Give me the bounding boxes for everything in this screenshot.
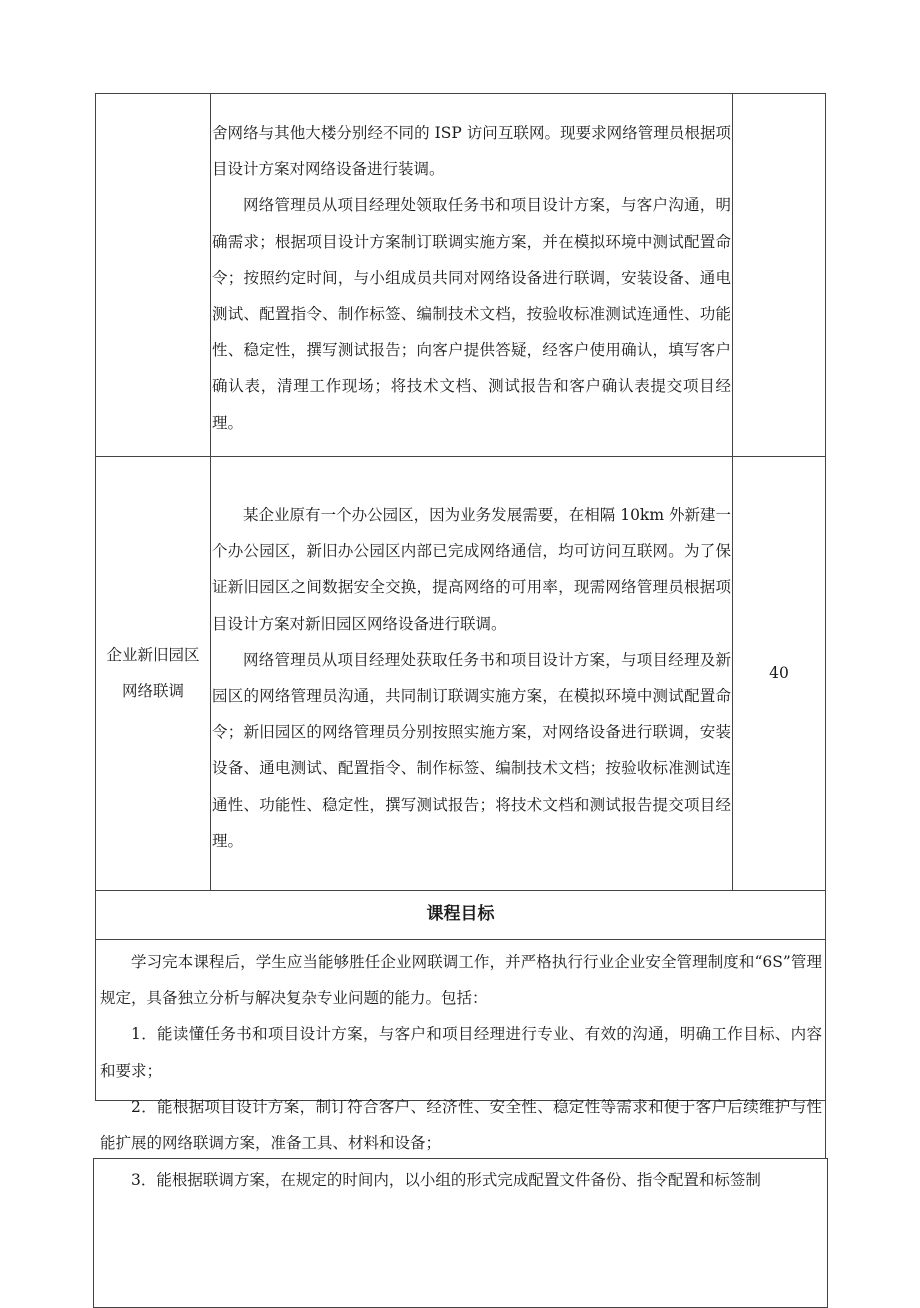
row1-description (212, 115, 731, 441)
course-goals-title: 课程目标 (426, 904, 495, 924)
course-goal-item-3: 3．能根据联调方案，在规定的时间内，以小组的形式完成配置文件备份、指令配置和标签制 (131, 1171, 761, 1189)
course-goals-body (100, 944, 822, 1161)
row2-paragraph-1: 某企业原有一个办公园区，因为业务发展需要，在相隔 10km 外新建一个办公园区，新旧办公园区内部已完成网络通信，均可访问互联网。为了保证新旧园区之间数据安全交换，提高网络的可用率，现需网络管理员根据项目设计方案对新旧园区网络设备进行联调。 (212, 506, 731, 633)
table-left-border (95, 93, 96, 1101)
row-divider-1 (95, 456, 826, 457)
row1-paragraph-2: 网络管理员从项目经理处领取任务书和项目设计方案，与客户沟通，明确需求；根据项目设计方案制订联调实施方案，并在模拟环境中测试配置命令；按照约定时间，与小组成员共同对网络设备进行联调，安装设备、通电测试、配置指令、制作标签、编制技术文档，按验收标准测试连通性、功能性、稳定性，撰写测试报告；向客户提供答疑，经客户使用确认，填写客户确认表，清理工作现场；将技术文档、测试报告和客户确认表提交项目经理。 (212, 196, 731, 432)
row2-description (212, 497, 731, 859)
course-goal-item-3-box (100, 1162, 822, 1198)
row-divider-3 (95, 939, 826, 940)
course-goal-item-1: 1．能读懂任务书和项目设计方案，与客户和项目经理进行专业、有效的沟通，明确工作目标、内容和要求； (100, 1025, 822, 1080)
course-goal-item-2: 2．能根据项目设计方案，制订符合客户、经济性、安全性、稳定性等需求和便于客户后续维护与性能扩展的网络联调方案，准备工具、材料和设备； (100, 1097, 822, 1153)
table-right-border (825, 93, 826, 1158)
row2-score: 40 (769, 664, 789, 682)
table-top-border (95, 93, 826, 94)
course-goals-intro: 学习完本课程后，学生应当能够胜任企业网联调工作，并严格执行行业企业安全管理制度和“6S”管理规定，具备独立分析与解决复杂专业问题的能力。包括： (100, 953, 822, 1008)
row-divider-2 (95, 890, 826, 891)
column-divider-2 (732, 93, 733, 890)
row2-paragraph-2: 网络管理员从项目经理处获取任务书和项目设计方案，与项目经理及新园区的网络管理员沟通，共同制订联调实施方案，在模拟环境中测试配置命令；新旧园区的网络管理员分别按照实施方案，对网络设备进行联调，安装设备、通电测试、配置指令、制作标签、编制技术文档；按验收标准测试连通性、功能性、稳定性，撰写测试报告；将技术文档和测试报告提交项目经理。 (212, 650, 731, 850)
row1-paragraph-1: 舍网络与其他大楼分别经不同的 ISP 访问互联网。现要求网络管理员根据项目设计方案对网络设备进行装调。 (212, 124, 731, 179)
column-divider-1 (210, 93, 211, 890)
row2-task-name: 企业新旧园区网络联调 (106, 646, 200, 700)
